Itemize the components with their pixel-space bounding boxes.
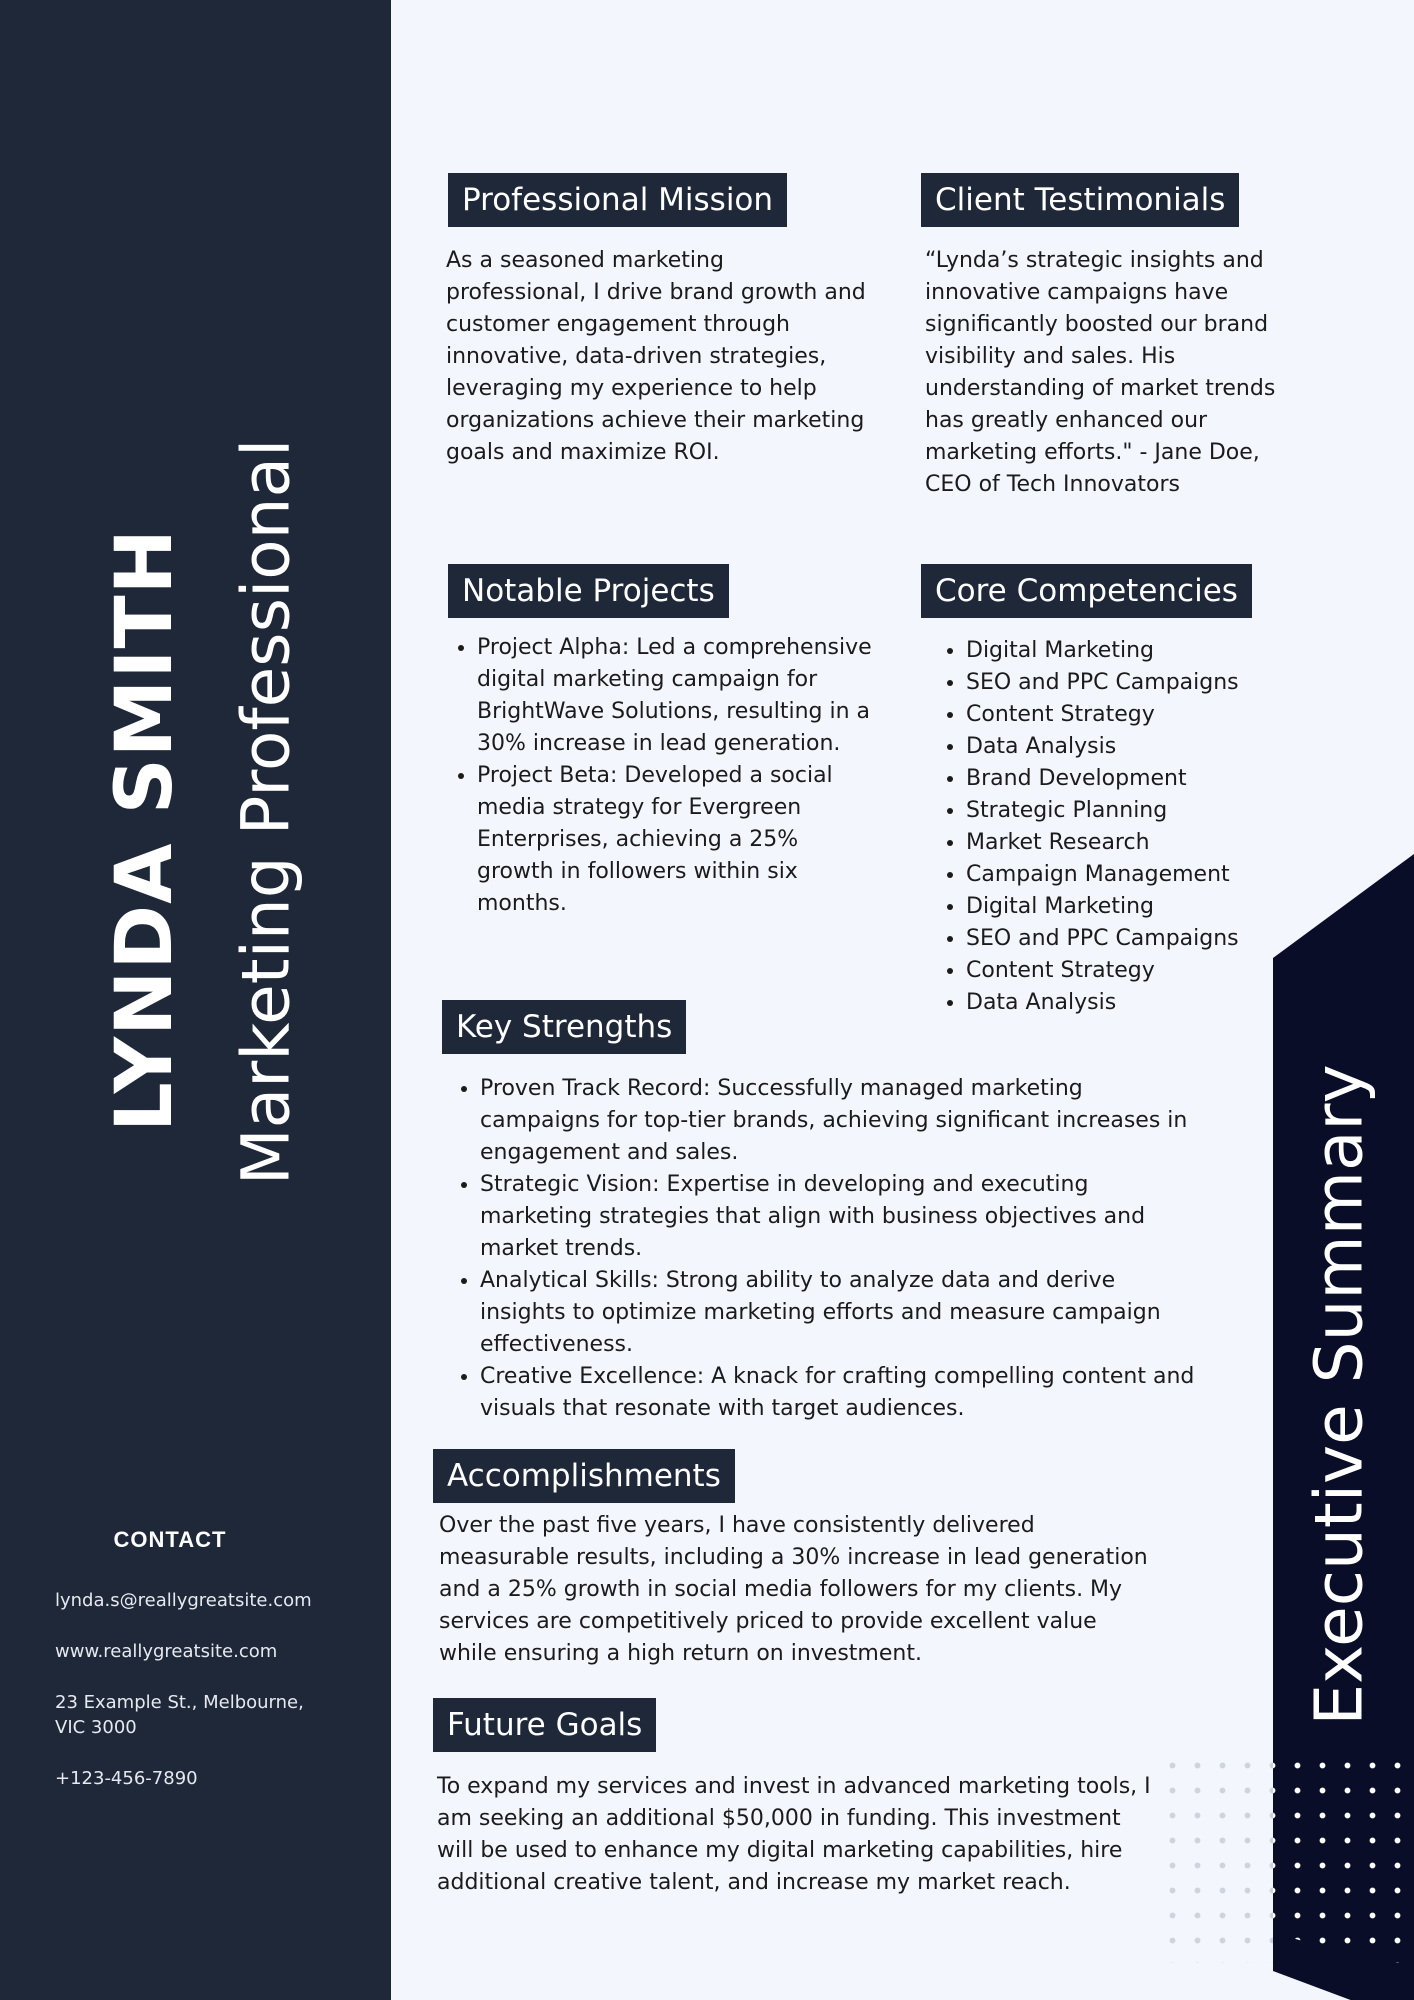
projects-list bbox=[446, 632, 877, 920]
competency-item: • Digital Marketing bbox=[966, 891, 1306, 923]
competency-item: • Content Strategy bbox=[966, 699, 1306, 731]
contact-address bbox=[55, 1690, 345, 1740]
competency-item: • SEO and PPC Campaigns bbox=[966, 923, 1306, 955]
testimonials-heading: Client Testimonials bbox=[921, 173, 1239, 227]
competency-item: • Campaign Management bbox=[966, 859, 1306, 891]
competency-item: • Market Research bbox=[966, 827, 1306, 859]
contact-address-line1: 23 Example St., Melbourne, bbox=[55, 1692, 304, 1713]
mission-heading: Professional Mission bbox=[448, 173, 787, 227]
contact-phone: +123-456-7890 bbox=[55, 1768, 198, 1789]
goals-text: To expand my services and invest in advanced marketing tools, I am seeking an additional $50,000 in funding. This investment will be used to enhance my digital marketing capabilities, hire additional creative talent, and increase my market reach. bbox=[437, 1774, 1151, 1895]
strength-item: • Strategic Vision: Expertise in developing and executing marketing strategies that align with business objectives and market trends. bbox=[480, 1169, 1200, 1265]
strength-item: • Analytical Skills: Strong ability to analyze data and derive insights to optimize marketing efforts and measure campaign effectiveness. bbox=[480, 1265, 1200, 1361]
strengths-list bbox=[449, 1073, 1200, 1425]
executive-summary-label: Executive Summary bbox=[1300, 1064, 1378, 1726]
profile-name: LYNDA SMITH bbox=[100, 528, 190, 1132]
project-item: • Project Alpha: Led a comprehensive digital marketing campaign for BrightWave Solutions, resulting in a 30% increase in lead generation. bbox=[477, 632, 877, 760]
competency-item: • Digital Marketing bbox=[966, 635, 1306, 667]
project-item: • Project Beta: Developed a social media strategy for Evergreen Enterprises, achieving a 25% growth in followers within six months. bbox=[477, 760, 877, 920]
accomplishments-text: Over the past five years, I have consistently delivered measurable results, including a 30% increase in lead generation and a 25% growth in social media followers for my clients. My services are competitively priced to provide excellent value while ensuring a high return on investment. bbox=[439, 1513, 1148, 1666]
contact-heading: CONTACT bbox=[113, 1527, 227, 1552]
competency-item: • Content Strategy bbox=[966, 955, 1306, 987]
contact-email[interactable]: lynda.s@reallygreatsite.com bbox=[55, 1590, 312, 1611]
competencies-list bbox=[935, 635, 1306, 1019]
contact-address-line2: VIC 3000 bbox=[55, 1717, 137, 1738]
goals-heading: Future Goals bbox=[433, 1698, 656, 1752]
competency-item: • SEO and PPC Campaigns bbox=[966, 667, 1306, 699]
strength-item: • Creative Excellence: A knack for crafting compelling content and visuals that resonate with target audiences. bbox=[480, 1361, 1200, 1425]
strength-item: • Proven Track Record: Successfully managed marketing campaigns for top-tier brands, achieving significant increases in engagement and sales. bbox=[480, 1073, 1200, 1169]
projects-heading: Notable Projects bbox=[448, 564, 729, 618]
sidebar bbox=[0, 0, 391, 2000]
accomplishments-heading: Accomplishments bbox=[433, 1449, 735, 1503]
competencies-heading: Core Competencies bbox=[921, 564, 1252, 618]
competency-item: • Brand Development bbox=[966, 763, 1306, 795]
testimonials-text: “Lynda’s strategic insights and innovative campaigns have significantly boosted our brand visibility and sales. His understanding of market trends has greatly enhanced our marketing efforts." - Jane Doe, CEO of Tech Innovators bbox=[925, 248, 1276, 497]
dot-pattern-light bbox=[1273, 1753, 1414, 1963]
profile-title: Marketing Professional bbox=[227, 438, 305, 1186]
contact-website[interactable]: www.reallygreatsite.com bbox=[55, 1641, 278, 1662]
mission-text: As a seasoned marketing professional, I drive brand growth and customer engagement through innovative, data-driven strategies, leveraging my experience to help organizations achieve their marketing goals and maximize ROI. bbox=[446, 248, 866, 465]
competency-item: • Data Analysis bbox=[966, 731, 1306, 763]
competency-item: • Data Analysis bbox=[966, 987, 1306, 1019]
strengths-heading: Key Strengths bbox=[442, 1000, 686, 1054]
competency-item: • Strategic Planning bbox=[966, 795, 1306, 827]
